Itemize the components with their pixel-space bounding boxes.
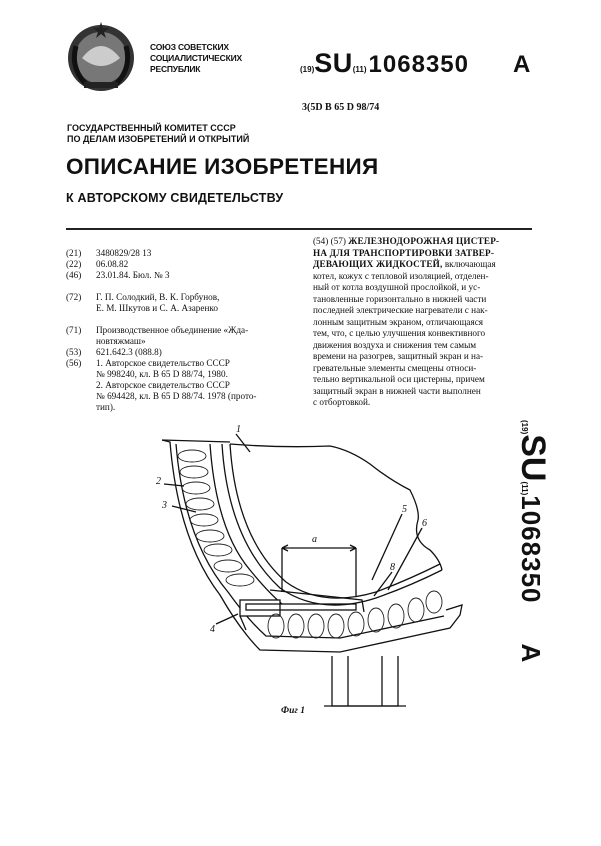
- figure-label: 3: [162, 500, 167, 511]
- biblio-code: (46): [66, 270, 82, 280]
- patent-number: 1068350: [368, 51, 469, 78]
- patent-kind: A: [512, 51, 531, 78]
- biblio-text: № 694428, кл. В 65 D 88/74. 1978 (прото-: [96, 391, 257, 401]
- vertical-country: SU: [514, 434, 552, 482]
- figure-caption: Фиг 1: [281, 706, 305, 716]
- biblio-item: [66, 358, 230, 370]
- biblio-text: Г. П. Солодкий, В. К. Горбунов,: [96, 292, 220, 302]
- country-code: SU: [314, 48, 353, 78]
- biblio-item: [66, 380, 230, 392]
- biblio-code: (21): [66, 248, 82, 258]
- abstract-text: ный от котла воздушной прослойкой, и ус-: [313, 282, 481, 292]
- ipc-classification: 3(5D B 65 D 98/74: [302, 102, 380, 113]
- biblio-code: (71): [66, 325, 82, 335]
- abstract-text: тельно вертикальной оси цистерны, причем: [313, 374, 485, 384]
- code-19: (19): [300, 65, 315, 74]
- document-subtitle: К АВТОРСКОМУ СВИДЕТЕЛЬСТВУ: [66, 191, 284, 205]
- biblio-item: [66, 336, 146, 348]
- biblio-item: [66, 270, 170, 282]
- committee-line: ПО ДЕЛАМ ИЗОБРЕТЕНИЙ И ОТКРЫТИЙ: [67, 134, 250, 144]
- biblio-item: [66, 391, 257, 403]
- figure-label: а: [312, 534, 317, 545]
- figure-label: 2: [156, 476, 161, 487]
- abstract-text: времени на разогрев, защитный экран и на-: [313, 351, 484, 361]
- code-11: (11): [352, 65, 367, 74]
- vertical-patent-code: [514, 420, 554, 670]
- figure-label: 8: [390, 562, 395, 573]
- document-title: ОПИСАНИЕ ИЗОБРЕТЕНИЯ: [66, 154, 379, 179]
- abstract: [313, 236, 530, 409]
- abstract-text: тановленные горизонтально в нижней части: [313, 293, 487, 304]
- biblio-item: [66, 303, 218, 315]
- abstract-text: движения воздуха и снижения тем самым: [313, 339, 477, 350]
- biblio-text: 1. Авторское свидетельство СССР: [96, 358, 230, 368]
- biblio-text: Производственное объединение «Жда-: [96, 325, 249, 335]
- biblio-code: (22): [66, 259, 82, 269]
- tank-cross-section-drawing: [150, 420, 480, 720]
- biblio-text: 06.08.82: [96, 259, 129, 269]
- biblio-text: 2. Авторское свидетельство СССР: [96, 380, 230, 390]
- biblio-text: 621.642.3 (088.8): [96, 347, 162, 357]
- biblio-code: (53): [66, 347, 82, 357]
- biblio-code: (72): [66, 292, 82, 302]
- union-line: РЕСПУБЛИК: [150, 64, 201, 74]
- abstract-text: котел, кожух с тепловой изоляцией, отделен-: [313, 270, 489, 281]
- abstract-line: [313, 236, 530, 248]
- biblio-text: 23.01.84. Бюл. № 3: [96, 270, 170, 280]
- abstract-title: ДЕВАЮЩИХ ЖИДКОСТЕЙ,: [313, 259, 443, 269]
- vertical-code-19: (19): [520, 420, 529, 435]
- abstract-text: лонным защитным экраном, отличающаяся: [313, 316, 484, 327]
- biblio-item: [66, 292, 219, 304]
- abstract-text: защитный экран в нижней части выполнен: [313, 385, 481, 396]
- biblio-text: новтяжмаш»: [96, 336, 146, 346]
- biblio-item: [66, 369, 228, 381]
- figure-label: 6: [422, 518, 427, 529]
- biblio-text: № 998240, кл. В 65 D 88/74, 1980.: [96, 369, 228, 379]
- abstract-text: гревательные элементы смещены относи-: [313, 362, 477, 373]
- figure-label: 4: [210, 624, 215, 635]
- abstract-text: с отбортовкой.: [313, 397, 371, 407]
- biblio-text: Е. М. Шкутов и С. А. Азаренко: [96, 303, 218, 313]
- biblio-item: [66, 347, 162, 359]
- patent-number-block: [300, 48, 530, 79]
- divider: [66, 228, 532, 230]
- biblio-item: [66, 325, 248, 337]
- union-line: СОЦИАЛИСТИЧЕСКИХ: [150, 53, 242, 63]
- committee-line: ГОСУДАРСТВЕННЫЙ КОМИТЕТ СССР: [67, 123, 236, 133]
- abstract-title: ЖЕЛЕЗНОДОРОЖНАЯ ЦИСТЕР-: [348, 236, 500, 246]
- biblio-text: 3480829/28 13: [96, 248, 152, 258]
- abstract-line: [313, 259, 530, 271]
- abstract-text: тем, что, с целью улучшения конвективного: [313, 328, 486, 338]
- vertical-number: 1068350: [516, 495, 546, 604]
- union-name: [150, 42, 242, 75]
- biblio-item: [66, 402, 115, 414]
- union-line: СОЮЗ СОВЕТСКИХ: [150, 42, 229, 52]
- abstract-code: (54) (57): [313, 236, 346, 246]
- vertical-kind: A: [516, 643, 546, 663]
- biblio-code: (56): [66, 358, 82, 368]
- biblio-item: [66, 259, 128, 271]
- biblio-item: [66, 248, 151, 260]
- vertical-code-11: (11): [520, 481, 529, 496]
- figure-label: 5: [402, 504, 407, 515]
- abstract-title: НА ДЛЯ ТРАНСПОРТИРОВКИ ЗАТВЕР-: [313, 247, 495, 258]
- abstract-text: включающая: [442, 259, 496, 269]
- committee: [67, 123, 249, 145]
- ussr-emblem-icon: [62, 18, 140, 96]
- figure-label: 1: [236, 424, 241, 435]
- biblio-text: тип).: [96, 402, 116, 412]
- abstract-text: последней электрические нагреватели с нак-: [313, 305, 488, 315]
